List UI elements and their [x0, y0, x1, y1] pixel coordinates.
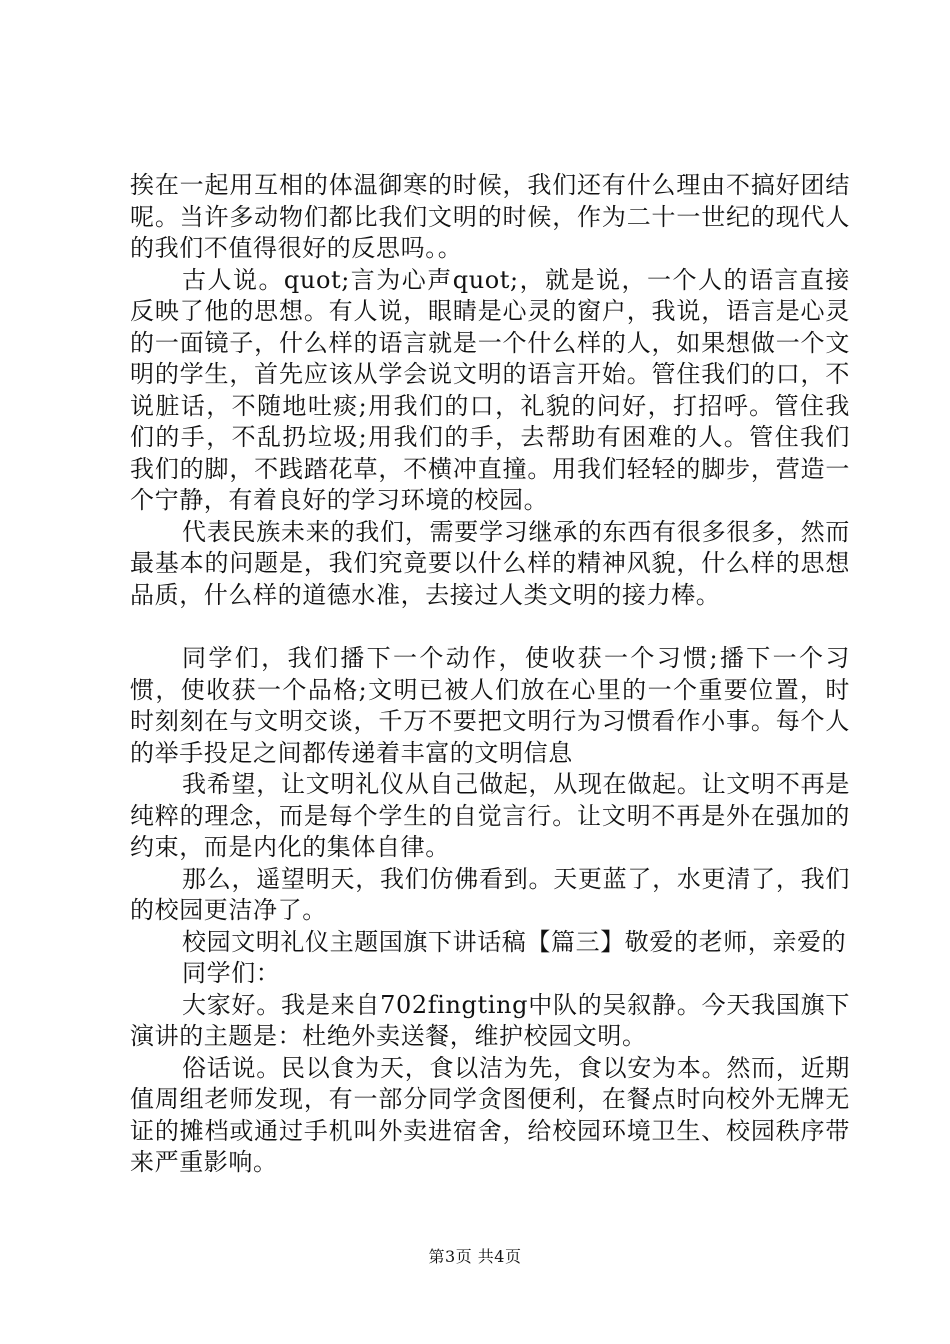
- paragraph-7: 校园文明礼仪主题国旗下讲话稿【篇三】敬爱的老师，亲爱的: [182, 927, 847, 956]
- paragraph-4: 同学们，我们播下一个动作，使收获一个习惯;播下一个习惯，使收获一个品格;文明已被人们放在心里的一个重要位置，时时刻刻在与文明交谈，千万不要把文明行为习惯看作小事。每个人的举手投足之间都传递着丰富的文明信息: [130, 644, 850, 767]
- paragraph-2: 古人说。quot;言为心声quot;，就是说，一个人的语言直接反映了他的思想。有人说，眼睛是心灵的窗户，我说，语言是心灵的一面镜子，什么样的语言就是一个什么样的人，如果想做一个文明的学生，首先应该从学会说文明的语言开始。管住我们的口，不说脏话，不随地吐痰;用我们的口，礼貌的问好，打招呼。管住我们的手，不乱扔垃圾;用我们的手，去帮助有困难的人。管住我们我们的脚，不践踏花草，不横冲直撞。用我们轻轻的脚步，营造一个宁静，有着良好的学习环境的校园。: [130, 265, 850, 514]
- paragraph-3: 代表民族未来的我们，需要学习继承的东西有很多很多，然而最基本的问题是，我们究竟要以什么样的精神风貌，什么样的思想品质，什么样的道德水准，去接过人类文明的接力棒。: [130, 517, 850, 609]
- paragraph-8: 同学们：: [182, 959, 281, 987]
- paragraph-gap: [130, 611, 850, 643]
- document-body: [130, 170, 850, 1179]
- paragraph-6: 那么，遥望明天，我们仿佛看到。天更蓝了，水更清了，我们的校园更洁净了。: [130, 864, 850, 924]
- paragraph-5: 我希望，让文明礼仪从自己做起，从现在做起。让文明不再是纯粹的理念，而是每个学生的自觉言行。让文明不再是外在强加的约束，而是内化的集体自律。: [130, 770, 850, 861]
- page-number-footer: 第3页 共4页: [428, 1247, 522, 1266]
- paragraph-9: 大家好。我是来自702fingting中队的吴叙静。今天我国旗下演讲的主题是：杜绝外卖送餐，维护校园文明。: [130, 990, 850, 1050]
- paragraph-1: 挨在一起用互相的体温御寒的时候，我们还有什么理由不搞好团结呢。当许多动物们都比我们文明的时候，作为二十一世纪的现代人的我们不值得很好的反思吗。。: [130, 171, 850, 262]
- paragraph-10: 俗话说。民以食为天，食以洁为先，食以安为本。然而，近期值周组老师发现，有一部分同学贪图便利，在餐点时向校外无牌无证的摊档或通过手机叫外卖进宿舍，给校园环境卫生、校园秩序带来严重影响。: [130, 1053, 850, 1176]
